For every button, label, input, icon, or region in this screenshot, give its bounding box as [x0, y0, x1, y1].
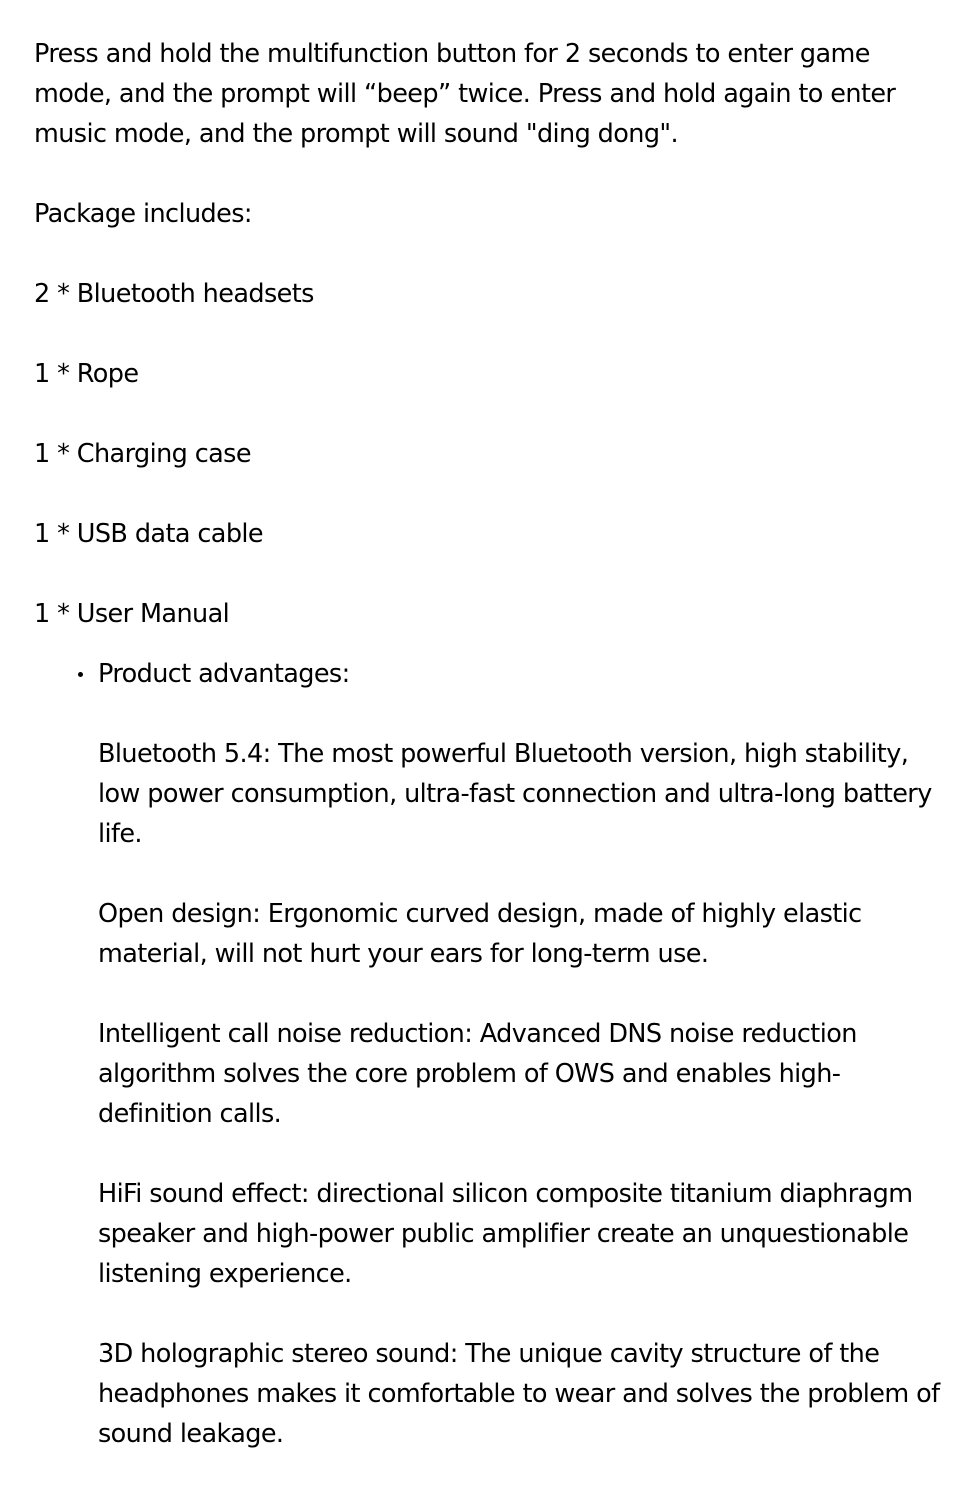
advantages-list-item	[0, 654, 980, 1454]
package-item: 2 * Bluetooth headsets	[34, 279, 314, 309]
package-item: 1 * USB data cable	[34, 519, 263, 549]
package-heading: Package includes:	[34, 199, 252, 229]
bullet-dot-icon	[78, 672, 83, 677]
package-item: 1 * User Manual	[34, 599, 230, 629]
advantage-paragraph: 3D holographic stereo sound: The unique cavity structure of the headphones makes it comfortable to wear and solves the problem of sound leakage.	[98, 1339, 940, 1449]
intro-paragraph: Press and hold the multifunction button for 2 seconds to enter game mode, and the prompt will “beep” twice. Press and hold again to enter music mode, and the prompt will sound "ding dong".	[34, 39, 896, 149]
package-list	[0, 274, 980, 634]
package-item: 1 * Rope	[34, 359, 139, 389]
advantage-paragraph: Intelligent call noise reduction: Advanced DNS noise reduction algorithm solves the core problem of OWS and enables high-definition calls.	[98, 1019, 857, 1129]
package-item: 1 * Charging case	[34, 439, 251, 469]
advantages-list	[0, 654, 980, 1454]
advantage-paragraph: Bluetooth 5.4: The most powerful Bluetooth version, high stability, low power consumption, ultra-fast connection and ultra-long battery life.	[98, 739, 932, 849]
advantage-paragraph: Open design: Ergonomic curved design, made of highly elastic material, will not hurt your ears for long-term use.	[98, 899, 862, 969]
advantages-heading-text: Product advantages:	[98, 659, 350, 689]
advantages-heading	[98, 654, 980, 694]
advantage-paragraph: HiFi sound effect: directional silicon composite titanium diaphragm speaker and high-power public amplifier create an unquestionable listening experience.	[98, 1179, 913, 1289]
